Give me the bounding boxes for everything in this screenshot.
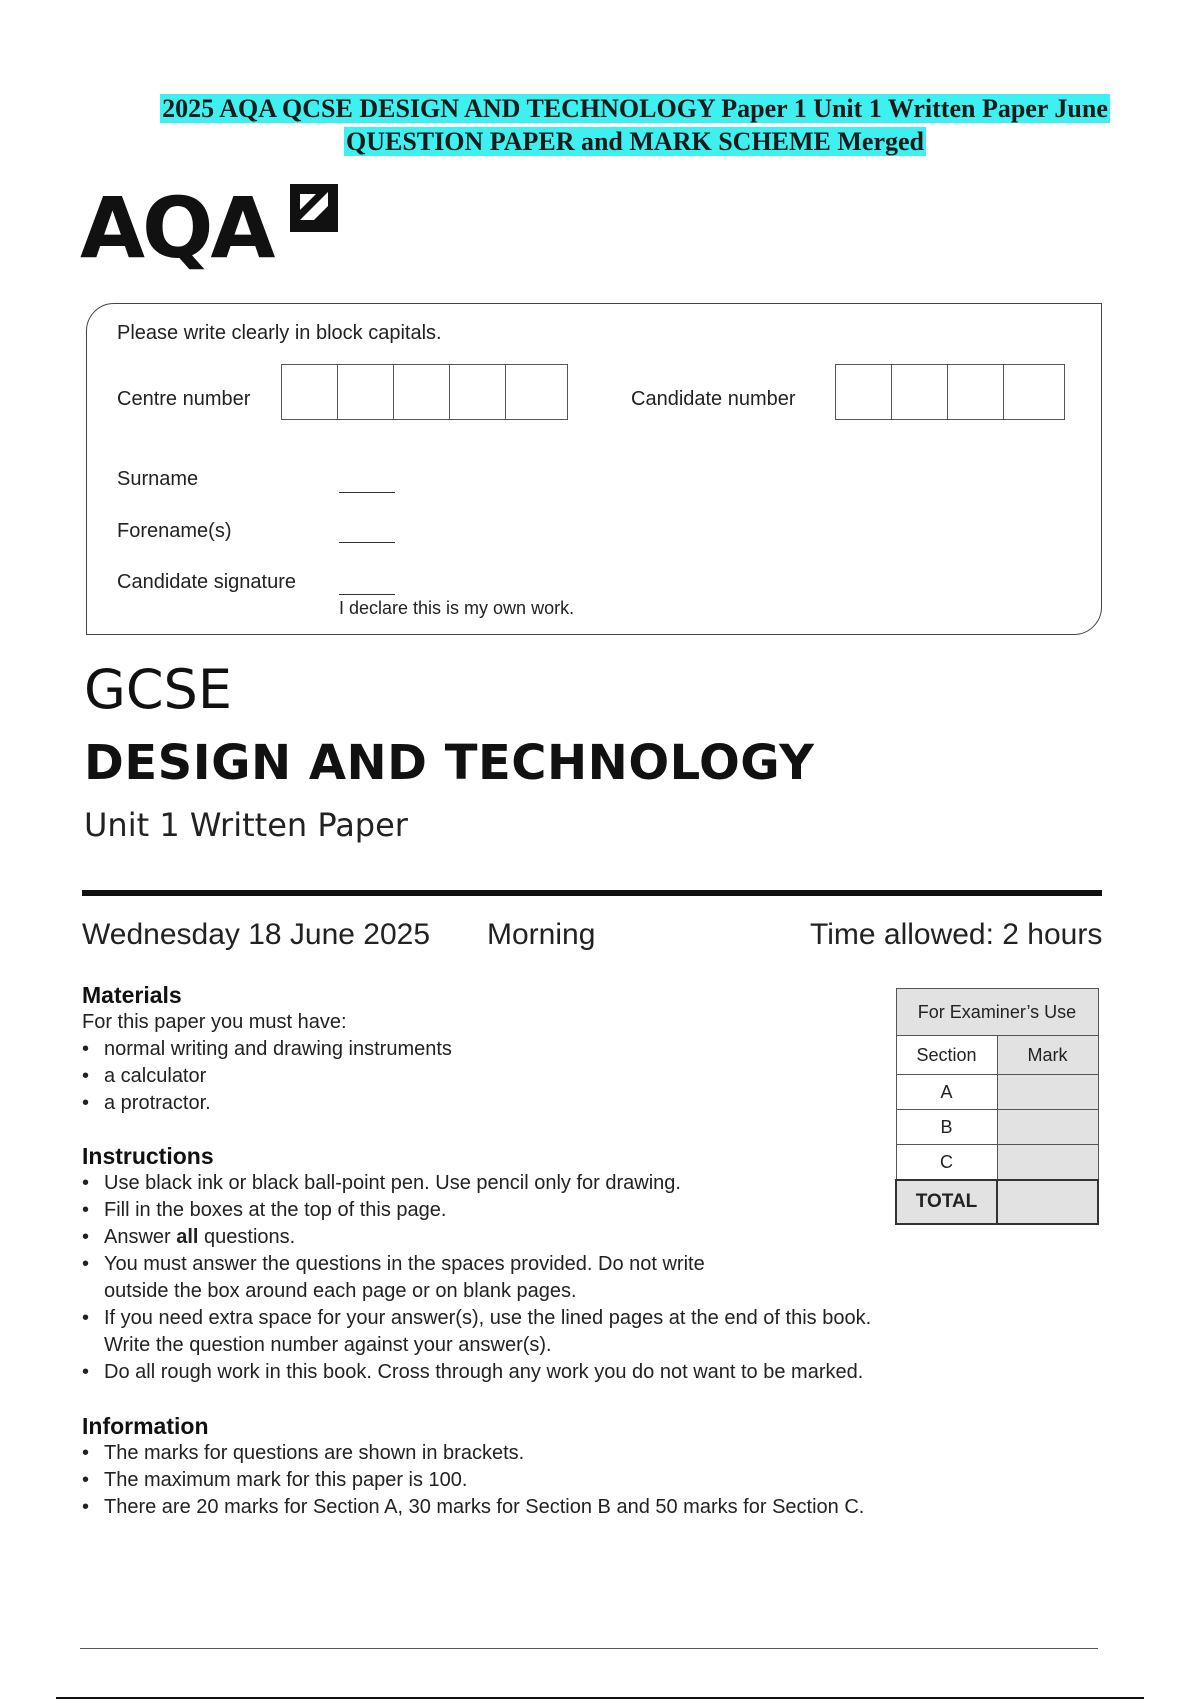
examiner-table-title: For Examiner’s Use [896,989,1098,1036]
list-item: • normal writing and drawing instruments [82,1036,782,1063]
list-item: • a calculator [82,1063,782,1090]
banner-line-1: 2025 AQA QCSE DESIGN AND TECHNOLOGY Paper 1 Unit 1 Written Paper June [162,94,1108,123]
candidate-number-boxes[interactable] [835,364,1065,420]
materials-title: Materials [82,982,182,1008]
document-title-banner [100,92,1170,158]
materials-section [82,982,782,1117]
section-cell: C [896,1145,997,1181]
candidate-number-label: Candidate number [631,388,796,410]
answer-all-pre: Answer [104,1226,177,1248]
unit-heading: Unit 1 Written Paper [84,806,408,844]
candidate-digit-box[interactable] [1004,365,1060,419]
list-item-line: If you need extra space for your answer(s), use the lined pages at the end of this book. [104,1307,872,1329]
instructions-list [82,1170,982,1386]
total-mark-cell [997,1180,1098,1224]
information-title: Information [82,1413,209,1439]
list-item-line: outside the box around each page or on blank pages. [104,1280,577,1302]
centre-number-label: Centre number [117,388,251,410]
list-item: • The marks for questions are shown in brackets. [82,1440,1082,1467]
forename-field[interactable] [339,542,395,543]
mark-cell [997,1145,1098,1181]
instructions-section [82,1143,982,1386]
heading-divider [82,890,1102,896]
qualification-heading: GCSE [84,658,232,721]
materials-list [82,1036,782,1117]
centre-digit-box[interactable] [450,365,506,419]
list-item [82,1305,982,1359]
forename-label: Forename(s) [117,520,232,542]
list-item: • Use black ink or black ball-point pen. Use pencil only for drawing. [82,1170,982,1197]
centre-digit-box[interactable] [394,365,450,419]
list-item: • Do all rough work in this book. Cross through any work you do not want to be marked. [82,1359,982,1386]
list-item: • Fill in the boxes at the top of this page. [82,1197,982,1224]
footer-divider [80,1648,1098,1649]
mark-cell [997,1075,1098,1110]
declaration-text: I declare this is my own work. [339,598,575,618]
candidate-details-box [86,303,1102,635]
surname-field[interactable] [339,492,395,493]
centre-digit-box[interactable] [282,365,338,419]
list-item: • The maximum mark for this paper is 100. [82,1467,1082,1494]
signature-label: Candidate signature [117,571,297,593]
mark-column-header: Mark [997,1036,1098,1075]
exam-date: Wednesday 18 June 2025 [82,918,431,951]
list-item: • a protractor. [82,1090,782,1117]
list-item [82,1251,982,1305]
total-label: TOTAL [896,1180,997,1224]
information-list [82,1440,1082,1521]
exam-session: Morning [487,918,596,951]
subject-heading: DESIGN AND TECHNOLOGY [84,735,815,791]
signature-field[interactable] [339,594,395,595]
answer-all-emphasis: all [176,1226,199,1248]
instructions-title: Instructions [82,1143,214,1169]
page-bottom-rule [56,1697,1144,1699]
centre-digit-box[interactable] [506,365,562,419]
centre-digit-box[interactable] [338,365,394,419]
section-column-header: Section [896,1036,997,1075]
candidate-digit-box[interactable] [948,365,1004,419]
section-cell: B [896,1110,997,1145]
aqa-logo [80,178,350,278]
information-section [82,1413,1082,1521]
logo-text: AQA [80,179,273,277]
list-item: • There are 20 marks for Section A, 30 marks for Section B and 50 marks for Section C. [82,1494,1082,1521]
block-capitals-instruction: Please write clearly in block capitals. [117,322,442,344]
mark-cell [997,1110,1098,1145]
aqa-mark-icon [286,180,342,236]
section-cell: A [896,1075,997,1110]
centre-number-boxes[interactable] [281,364,568,420]
surname-label: Surname [117,468,199,490]
time-allowed: Time allowed: 2 hours [810,918,1103,951]
examiner-use-table [895,988,1099,1225]
answer-all-post: questions. [198,1226,296,1248]
candidate-digit-box[interactable] [836,365,892,419]
materials-intro: For this paper you must have: [82,1011,347,1033]
candidate-digit-box[interactable] [892,365,948,419]
list-item-line: You must answer the questions in the spaces provided. Do not write [104,1253,705,1275]
list-item [82,1224,982,1251]
banner-line-2: QUESTION PAPER and MARK SCHEME Merged [345,127,925,156]
list-item-line: Write the question number against your answer(s). [104,1334,552,1356]
